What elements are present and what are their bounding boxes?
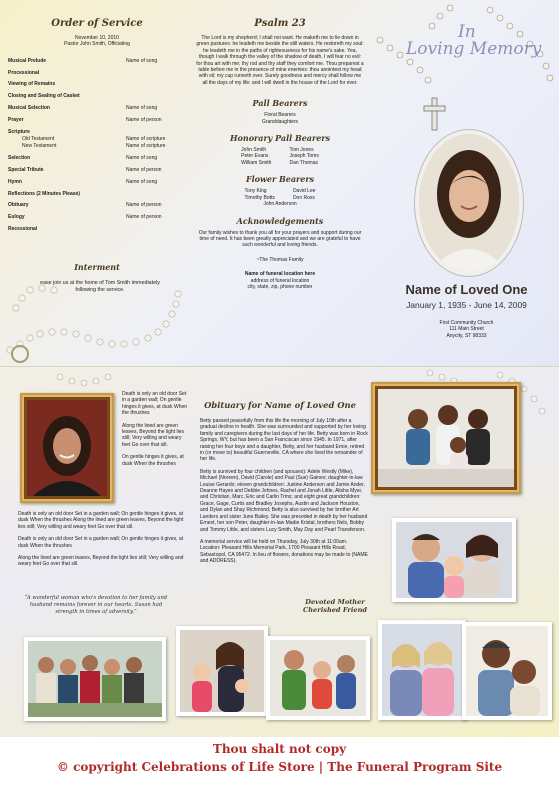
family-signature: ~The Thomas Family <box>256 256 304 263</box>
oos-row: Closing and Sealing of Casket <box>8 93 80 100</box>
framed-portrait-woman <box>20 393 114 503</box>
honorary-pall-bearers-title: Honorary Pall Bearers <box>230 133 330 144</box>
church-address: First Community Church 111 Main Street Anycity, ST 98333 <box>439 320 494 339</box>
oos-row: Scripture <box>8 128 30 135</box>
copyright-notice: © copyright Celebrations of Life Store | The Funeral Program Site <box>56 760 503 774</box>
bearer-name: Don Ross <box>292 194 315 201</box>
oos-row: Recessional <box>8 225 38 232</box>
family-photo <box>378 389 514 487</box>
devoted-caption: Devoted Mother Cherished Friend <box>303 598 367 614</box>
pall-bearers-title: Pall Bearers <box>252 98 308 109</box>
flower-bearers-title: Flower Bearers <box>245 174 315 185</box>
service-date: November 10, 2010 <box>75 35 119 41</box>
portrait-photo <box>27 400 107 496</box>
life-dates: January 1, 1935 - June 14, 2009 <box>406 300 527 310</box>
poem-paragraph: On gentle hinges it gives, at dusk When the thrushes <box>122 454 184 467</box>
flower-names <box>192 188 368 201</box>
bearer-name: Timothy Botts <box>244 194 275 201</box>
officiant: Pastor John Smith, Officiating <box>64 41 130 48</box>
acknowledgements-title: Acknowledgements <box>236 215 324 226</box>
loved-one-portrait <box>415 130 523 276</box>
bearer-name: David Lee <box>292 188 316 195</box>
cover-panel <box>374 0 559 367</box>
oos-row: Prayer Name of person <box>8 116 162 123</box>
tribute-quote: “A wonderful woman who's devotion to her family and husband remains forever in our hearts. Susan had strength in times of adversity.” <box>24 595 168 615</box>
oos-row: Processional <box>8 69 40 76</box>
photo-children-group <box>266 636 370 720</box>
program-outside-sheet <box>0 0 559 367</box>
bearer-name: Joseph Toms <box>289 153 319 160</box>
photo-mother-children <box>176 626 268 716</box>
family-photo <box>382 624 462 716</box>
family-photo <box>466 626 548 716</box>
oos-row: Special Tribute Name of person <box>8 167 162 173</box>
loved-one-name: Name of Loved One <box>405 282 528 297</box>
obituary-paragraph: A memorial service will be held on Thursday, July 30th at 11:00am. Location: Pleasant Hills Memorial Park, 1700 Pleasant Hills Road, Sebastopol, CA 95472. In lieu of flowers, donations may be made to (NAME and ADDRESS). <box>200 538 368 565</box>
oos-row: Selection Name of song <box>8 155 158 162</box>
pall-bearers-line: Floral Bearers <box>264 112 296 119</box>
acknowledgements-text: Our family wishes to thank you all for your prayers and support during our time of need. It has been greatly appreciated and we are grateful to have such wonderful and loving friends. <box>198 229 362 249</box>
oos-subrow: Old Testament Name of scripture <box>22 136 166 142</box>
oos-row: Viewing of Remains <box>8 81 56 88</box>
pall-bearers-line: Granddaughters <box>261 118 299 125</box>
poem-paragraph: Death is only an old door Set in a garden wall; On gentle hinges it gives, at dusk When the thrushes <box>122 391 188 417</box>
funeral-location-line: city, state, zip, phone number <box>247 283 313 290</box>
photo-extended-family <box>24 637 166 721</box>
in-loving-memory-heading: In Loving Memory <box>406 22 542 59</box>
obituary-text <box>200 418 368 571</box>
bearer-name: Tom Jones <box>289 147 314 154</box>
oos-row: Musical Selection Name of song <box>8 105 158 111</box>
order-of-service-panel <box>8 18 186 238</box>
bearer-name: William Smith <box>241 159 272 166</box>
poem-column <box>122 391 188 473</box>
family-photo <box>180 630 264 712</box>
funeral-location-line: address of funeral location <box>250 277 310 284</box>
portrait-photo <box>419 134 519 272</box>
photo-family-baby <box>392 518 516 602</box>
family-photo <box>270 640 366 716</box>
photo-women-friends <box>378 620 466 720</box>
family-photo <box>396 522 512 598</box>
bearer-name: John Smith <box>241 147 267 154</box>
poem-paragraph: Death is only an old door Set in a garden wall; On gentle hinges it gives, at dusk When the thrushes <box>18 536 184 549</box>
poem-paragraph: Death is only an old door Set in a garden wall; On gentle hinges it gives, at dusk When the thrushes Along the lined are green leaves, Beyond the light lies still; Very willing and weary feet Go over that sill. <box>18 511 184 530</box>
obituary-title: Obituary for Name of Loved One <box>204 400 356 410</box>
poem-paragraph: Along the lined are green leaves, Beyond the light lies still; Very willing and weary feet Go over that sill. <box>18 555 184 568</box>
psalm-panel <box>192 18 368 290</box>
bearer-name: Peter Evans <box>241 153 269 160</box>
oos-row: Reflections (2 Minutes Please) <box>8 190 80 197</box>
framed-family-photo <box>371 382 521 494</box>
family-photo <box>28 641 162 717</box>
oos-row: Eulogy Name of person <box>8 214 162 221</box>
interment-title: Interment <box>74 262 120 272</box>
oos-row: Musical Prelude Name of song <box>8 57 158 64</box>
oos-subrow: New Testament Name of scripture <box>22 143 166 150</box>
oos-row: Obituary Name of person <box>8 202 162 209</box>
poem-paragraph: Along the lined are green leaves, Beyond the light lies still; Very willing and weary feet Go over that sill. <box>122 422 184 448</box>
psalm-title: Psalm 23 <box>254 18 306 29</box>
poem-wide <box>18 511 188 574</box>
funeral-location-title: Name of funeral location here <box>244 271 316 278</box>
photo-father-son <box>462 622 552 720</box>
copyright-warning: Thou shalt not copy <box>212 742 347 756</box>
interment-text: ease join us at the home of Tom Smith immediately following the service. <box>40 280 160 293</box>
honorary-names <box>192 147 368 166</box>
obituary-paragraph: Betty is survived by four children (and spouses): Adele Westly (Mike), Michael (Noreen), David (Carole) and Paul (Sue) Gaines; daughter-in-law Louise Gerardo; eleven grandchildren: Justine Anderson and Jamie Ander, Deanne Hayes and Debbie Johnes, Rachel and Jonah Little, Alisha Myer, and Christian, Marc, Eric and Carlin Trms; and eight great grandchildren: Grace, Gage, Curtis and Bradley Josephs, Austin and Jackson Houston, and Dylan and Shay Richmond; Betty is also survived by her brother Art Landers and sister June Bailey. She was preceded in death by her husband Ernest, her son Peter, daughter-in-law Madie Kristal, brothers Nels, Bobby and Tommy Little, and sisters Lucy Smith, May Day and Pearl Transferson. <box>200 468 368 533</box>
oos-row: Hymn Name of song <box>8 178 158 185</box>
bearer-name: John Anderson <box>263 201 297 208</box>
psalm-text: The Lord is my shepherd; I shall not want. He maketh me to lie down in green pastures: he leadeth me beside the still waters. He restoreth my soul: he leadeth me in the paths of righteousness for his name's sake. Yea, though I walk through the valley of the shadow of death, I will fear no evil: for thou art with me; thy rod and thy staff they comfort me. Thou preparest a table before me in the presence of mine enemies: thou anointest my head with oil; my cup runneth over. Surely goodness and mercy shall follow me all the days of my life: and I will dwell in the house of the Lord for ever. <box>196 35 364 86</box>
obituary-paragraph: Betty passed peacefully from this life the morning of July 10th after a gradual decline in health. She was surrounded and supported by her loving family and caregivers during the last days of her life. Betty was born in Rock Springs, WY, but has been a San Franciscan since 1945. In 1971, after raising her four boys and a daughter, Betty, and her husband Ernie, retired in (or move to) beautiful Guerneville, CA where she lived the remainder of her life. <box>200 418 368 463</box>
bearer-name: Tony King <box>244 188 267 195</box>
bearer-name: Dan Thomas <box>289 159 318 166</box>
order-of-service-title: Order of Service <box>51 18 143 29</box>
